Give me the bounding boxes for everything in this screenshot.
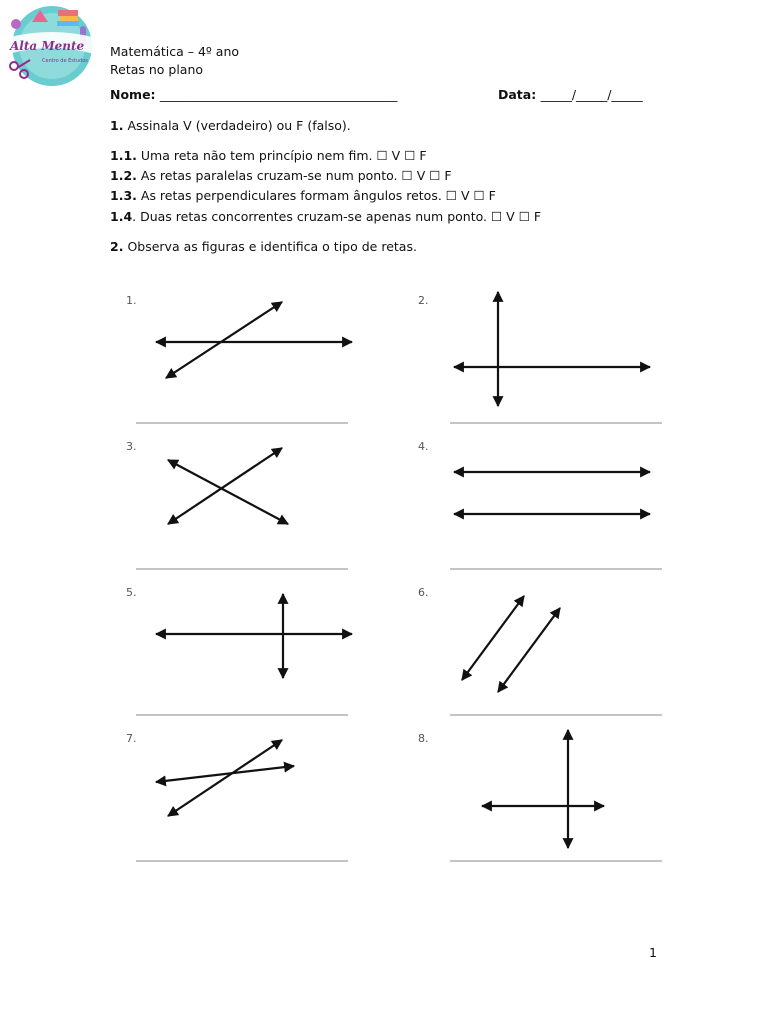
item-text: Uma reta não tem princípio nem fim.: [140, 148, 373, 163]
true-false-checkboxes[interactable]: ☐ V ☐ F: [445, 188, 496, 203]
figure-5-label: 5.: [126, 586, 137, 599]
date-field[interactable]: _____/_____/_____: [540, 87, 643, 102]
item-text: As retas perpendiculares formam ângulos retos.: [140, 188, 442, 203]
figure-6-label: 6.: [418, 586, 429, 599]
page-number: 1: [649, 945, 657, 960]
line-figures-panel: [120, 282, 718, 872]
question-1-number: 1.: [110, 118, 124, 133]
question-1-3: [110, 188, 496, 204]
figure-2: [454, 292, 650, 406]
figure-7-label: 7.: [126, 732, 137, 745]
true-false-checkboxes[interactable]: ☐ V ☐ F: [491, 209, 542, 224]
question-1: [110, 118, 351, 134]
figure-3-label: 3.: [126, 440, 137, 453]
item-number: 1.3.: [110, 188, 137, 203]
true-false-checkboxes[interactable]: ☐ V ☐ F: [376, 148, 427, 163]
logo-subtext: Centro de Estudos: [42, 58, 88, 64]
true-false-checkboxes[interactable]: ☐ V ☐ F: [401, 168, 452, 183]
question-1-text: Assinala V (verdadeiro) ou F (falso).: [127, 118, 351, 133]
figure-8-label: 8.: [418, 732, 429, 745]
logo-text: Alta Mente: [10, 39, 85, 53]
figure-5: [156, 594, 352, 678]
figure-8: [482, 730, 604, 848]
item-number: 1.4: [110, 209, 133, 224]
line-figures: [120, 282, 718, 872]
name-label: Nome:: [110, 87, 156, 102]
figure-4: [454, 472, 650, 514]
item-text: As retas paralelas cruzam-se num ponto.: [140, 168, 398, 183]
question-2-number: 2.: [110, 239, 124, 254]
topic-line: Retas no plano: [110, 62, 204, 77]
figure-7: [156, 740, 294, 816]
figure-2-label: 2.: [418, 294, 429, 307]
figure-1-label: 1.: [126, 294, 137, 307]
item-number: 1.1.: [110, 148, 137, 163]
question-1-2: [110, 168, 452, 184]
question-1-4: [110, 209, 541, 225]
item-number: 1.2.: [110, 168, 137, 183]
question-2-text: Observa as figuras e identifica o tipo de retas.: [127, 239, 417, 254]
figure-1: [156, 302, 352, 378]
date-label: Data:: [498, 87, 537, 102]
question-1-1: [110, 148, 427, 164]
name-field[interactable]: ______________________________________: [159, 87, 398, 102]
figure-3: [168, 448, 288, 524]
question-2: [110, 239, 417, 255]
item-text: . Duas retas concorrentes cruzam-se apenas num ponto.: [132, 209, 488, 224]
figure-4-label: 4.: [418, 440, 429, 453]
name-date-row: [110, 87, 670, 102]
subject-line: Matemática – 4º ano: [110, 44, 240, 59]
figure-6: [462, 596, 560, 692]
school-logo: [2, 2, 98, 88]
